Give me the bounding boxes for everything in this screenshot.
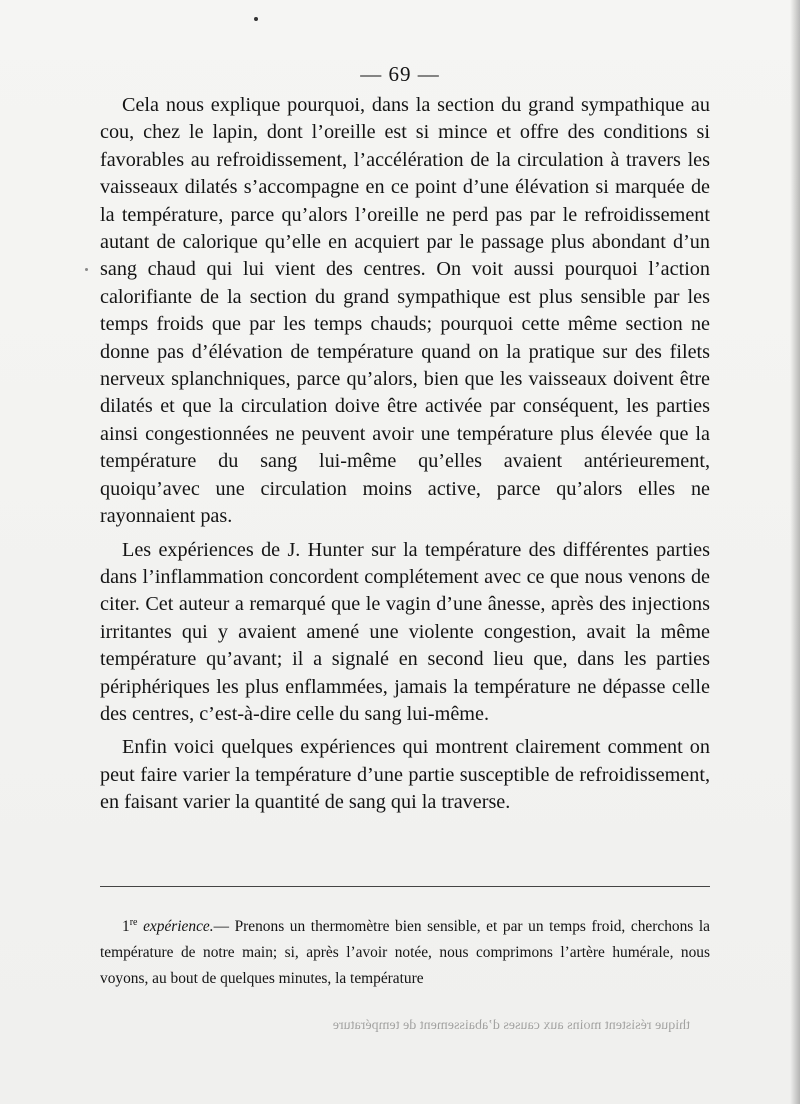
ink-speck — [85, 268, 88, 271]
page-number: — 69 — — [360, 62, 440, 86]
paragraph: Les expériences de J. Hunter sur la température des différentes parties dans l’inflammation concordent complétement avec ce que nous venons de citer. Cet auteur a remarqué que le vagin d’une ânesse, après des injections irritantes qui y avaient amené une violente congestion, avait la même température qu’avant; il a signalé en second lieu que, dans les parties périphériques les plus enflammées, jamais la température ne dépasse celle des centres, c’est-à-dire celle du sang lui-même. — [100, 538, 710, 725]
footnote — [100, 910, 710, 992]
footnote-title: expérience. — [143, 918, 214, 936]
footnote-text: — Prenons un thermomètre bien sensible, et par un temps froid, cherchons la température de notre main; si, après l’avoir notée, nous comprimons l’artère humérale, nous voyons, au bout de quelques minutes, la température — [100, 918, 710, 988]
footnote-marker: 1re — [122, 917, 138, 936]
paragraph: Cela nous explique pourquoi, dans la section du grand sympathique au cou, chez le lapin, dont l’oreille est si mince et offre des conditions si favorables au refroidissement, l’accélération de la circulation à travers les vaisseaux dilatés s’accompagne en ce point d’une élévation si marquée de la température, parce qu’alors l’oreille ne perd pas par le refroidissement autant de calorique qu’elle en acquiert par le passage plus abondant d’un sang chaud qui lui vient des centres. On voit aussi pourquoi l’action calorifiante de la section du grand sympathique est plus sensible par les temps froids que par les temps chauds; pourquoi cette même section ne donne pas d’élévation de température quand on la pratique sur des filets nerveux splanchniques, parce qu’alors, bien que les vaisseaux doivent être dilatés et que la circulation doive être activée par conséquent, les parties ainsi congestionnées ne peuvent avoir une température plus élevée que la température du sang lui-même qu’elles avaient antérieurement, quoiqu’avec une circulation moins active, parce qu’alors elles ne rayonnaient pas. — [100, 94, 710, 528]
footnote-separator — [100, 886, 710, 887]
ink-speck — [254, 17, 258, 21]
bleed-through-text: thique résistent moins aux causes d’abaissement de température — [332, 1018, 690, 1033]
body-text — [100, 92, 710, 823]
paragraph: Enfin voici quelques expériences qui montrent clairement comment on peut faire varier la température d’une partie susceptible de refroidissement, en faisant varier la quantité de sang qui la traverse. — [100, 736, 710, 814]
